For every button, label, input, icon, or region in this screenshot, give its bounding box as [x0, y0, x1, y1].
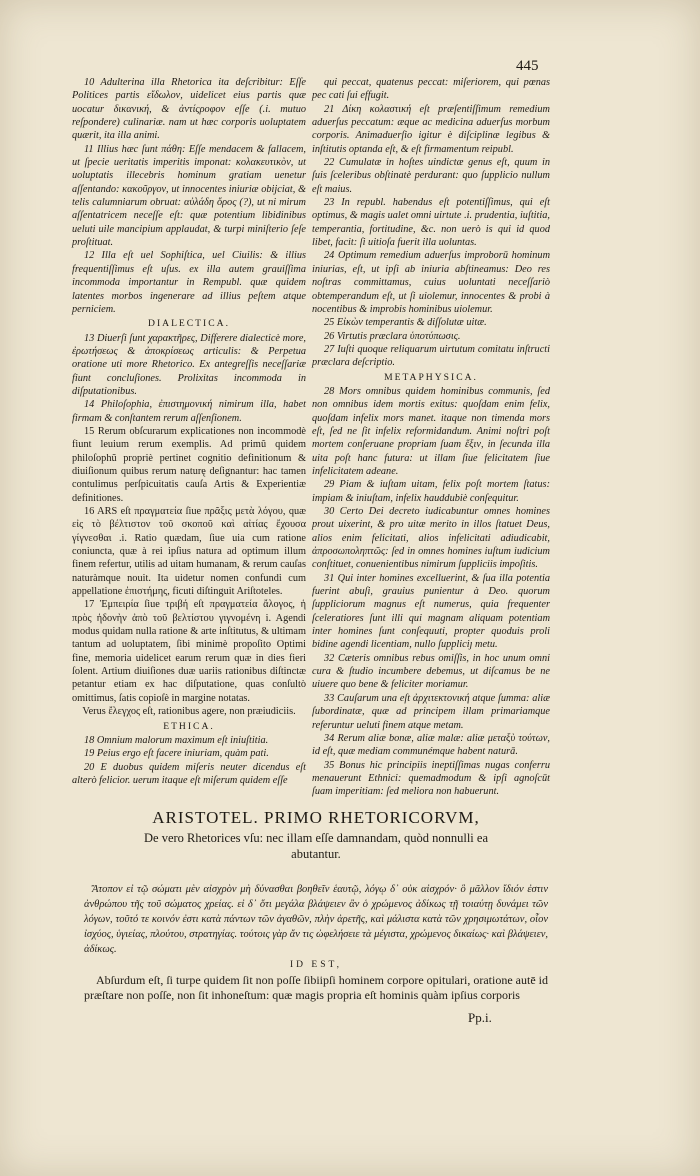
chapter-title: ARISTOTEL. PRIMO RHETORICORVM,	[152, 808, 480, 827]
paragraph: 25 Εἰκὼν temperantis & diſſolutæ uitæ.	[324, 317, 487, 329]
paragraph: 20 E duobus quidem miſeris neuter dicendus eſt alterò felicior. uerum itaque eſt miſerum quidem eſſe	[72, 761, 306, 786]
paragraph: 31 Qui inter homines excelluerint, & ſua illa potentia fuerint abuſi, grauius punientur à Deo. quorum ſuppliciorum magnus eſt numerus, quia frequenter ſceleratiores ſunt illi qui magnam aliquam potentiam inter homines ſunt conſequuti, propter quoduis proli bidine agendi licentiam, nullo ſuppliciȷ metu.	[312, 572, 550, 651]
paragraph: 28 Mors omnibus quidem hominibus communis, ſed non omnibus idem mortis exitus: quoſdam enim felix, quoſdam infelix mors manet. itaque non timenda mors eſt, ſed ne ſit infelix reformidandum. Animi noſtri poſt mortem conſeruane propriam ſuam ἕξιν, in ſecunda illa uita poſt hanc futura: ut illam ſiue felicitatem ſiue infelicitatem adeane.	[312, 385, 550, 477]
paragraph: 16 ARS eſt πραγματεία ſiue πρᾶξις μετὰ λόγου, quæ εἰς τὸ βέλτιστον τοῦ σκοποῦ καὶ αἰτίας ἔχουσα γίγνεσθαι .i. Ratio quædam, ſiue uia cum ratione coniuncta, quæ à rei ipſius natura ad optimum illum finem refertur, utilis ad uitam humanam, & rerum cauſas naturàmque nouit. Ita uidetur nomen confundi cum appellatione ἐπιστήμης, ficuti diſtinguit Ariſtoteles.	[72, 506, 306, 598]
centered-line: Verus ἔλεγχος eſt, rationibus agere, non præiudiciis.	[82, 706, 296, 718]
id-est-label: ID EST,	[290, 960, 342, 970]
paragraph: 34 Rerum aliæ bonæ, aliæ malæ: aliæ μεταξὺ τούτων, id eſt, quæ mediam communémque habent naturā.	[312, 732, 550, 758]
section-heading: METAPHYSICA.	[384, 371, 478, 383]
paragraph: 21 Δίκη κολαστική eſt præſentiſſimum remedium aduerſus peccatum: æque ac medicina aduerſus morbum corporis. Animaduerſio igitur è diſciplinæ legibus & inſtitutis optanda eſt, & eſt firmamentum reipubl.	[312, 103, 550, 155]
paragraph: 29 Piam & iuſtam uitam, felix poſt mortem ſtatus: impiam & iniuſtam, infelix hauddubiè conſequitur.	[312, 479, 550, 504]
latin-translation: Abſurdum eſt, ſi turpe quidem ſit non poſſe ſibiipſi hominem corpore opitulari, oratione autē id præſtare non poſſe, non ſit inhoneſtum: quæ magis propria eſt hominis quàm ipſius corporis	[84, 973, 548, 1002]
section-heading: DIALECTICA.	[148, 318, 230, 330]
paragraph: 14 Philoſophia, ἐπιστημονική nimirum illa, habet firmam & conſtantem rerum aſſenſionem.	[72, 399, 306, 424]
paragraph: 24 Optimum remedium aduerſus improborū hominum iniurias, eſt, ut ipſi ab iniuria abſtineamus: Deo res noſtras committamus, cuius uoluntati neceſſariò obtemperandum eſt, ut ſi uiolemur, innocentes & probi à nocentibus & improbis hominibus uiolemur.	[312, 250, 550, 315]
paragraph: 18 Omnium malorum maximum eſt iniuſtitia.	[84, 734, 269, 746]
paragraph: 17 Ἐμπειρία ſiue τριβή eſt πραγματεία ἄλογος, ἡ πρὸς ἡδονὴν ἀπὸ τοῦ βελτίστου γιγνομένη i. Agendi modus quidam nulla ratione & arte inſtitutus, & ultimam tantum ad uoluptatem, ſibi minimè propoſito Optimi fine, memoria uidelicet earum rerum quæ in dies fieri ſolent. Artium diuiſiones duæ uariis rationibus diſtinctæ petantur etiam ex hac diſputatione, quas conſultò omittimus, ſatis copioſè in margine notatas.	[72, 599, 306, 704]
paragraph: 26 Virtutis præclara ὑποτύπωσις.	[324, 330, 461, 342]
paragraph: 19 Peius ergo eſt facere iniuriam, quàm pati.	[84, 748, 269, 760]
page-number: 445	[516, 58, 539, 74]
paragraph: 27 Iuſti quoque reliquarum uirtutum comitatu inſtructi præclara deſcriptio.	[312, 343, 550, 369]
signature-mark: Pp.i.	[468, 1010, 492, 1025]
paragraph: 13 Diuerſi ſunt χαρακτῆρες, Differere dialecticè more, ἐρωτήσεως & ἀποκρίσεως articulis: & Perpetua oratione uti more Rhetorico. Ex antegreſſis neceſſariæ fiunt concluſiones. Prolixitas incommoda in diſputationibus.	[72, 332, 306, 397]
paragraph: 23 In republ. habendus eſt potentiſſimus, qui eſt optimus, & magis ualet omni uirtute .i. prudentia, iuſtitia, temperantia, fortitudine, &c. non uerò is qui id quod libet, facit: ſi uitioſa fuerit illa uoluntas.	[312, 197, 550, 249]
chapter-subtitle: De vero Rhetorices vſu: nec illam eſſe damnandam, quòd nonnulli ea abutantur.	[144, 831, 488, 861]
greek-passage: Ἄτοπον εἰ τῷ σώματι μὲν αἰσχρὸν μὴ δύνασθαι βοηθεῖν ἑαυτῷ, λόγῳ δ᾽ οὐκ αἰσχρόν· ὃ μᾶλλον ἴδιόν ἐστιν ἀνθρώπου τῆς τοῦ σώματος χρείας. εἰ δ᾽ ὅτι μεγάλα βλάψειεν ἂν ὁ χρώμενος ἀδίκως τῇ τοιαύτῃ δυνάμει τῶν λόγων, τοῦτό τε κοινόν ἐστι κατὰ πάντων τῶν ἀγαθῶν, πλὴν ἀρετῆς, καὶ μάλιστα κατὰ τῶν χρησιμωτάτων, οἷον ἰσχύος, ὑγιείας, πλούτου, στρατηγίας. τούτοις γὰρ ἄν τις ὠφελήσειε τὰ μέγιστα, χρώμενος δικαίως· καὶ βλάψειεν, ἀδίκως.	[84, 884, 548, 955]
section-heading: ETHICA.	[163, 720, 215, 732]
paragraph: 10 Adulterina illa Rhetorica ita deſcribitur: Eſſe Politices partis εἴδωλον, uidelicet eius partis quæ uocatur δικανική, & ἀντίςροφον eſſe (.i. mutuo reſpondere) culinariæ. nam ut hæc corporis uoluptatem quærit, ita illa animi.	[72, 77, 306, 142]
left-column	[72, 76, 306, 787]
right-column	[312, 76, 550, 799]
paragraph: 11 Illius hæc ſunt πάθη: Eſſe mendacem & fallacem, ut ſpecie ueritatis imperitis imponat: κολακευτικὸν, ut uoluptatis illecebris hominum gratiam uenetur aſſentando: κακοῦργον, ut innocentes iniuriæ obijciat, & telis calumniarum obruat: αὐλάδη ὅρος (?), ut ni mirum aſſentatricem neceſſe eſt: quæ potentium libidinibus ueluti uile mancipium applaudat, & turpi miniſterio ſeſe proſtituat.	[72, 143, 306, 249]
paragraph: 12 Illa eſt uel Sophiſtica, uel Ciuilis: & illius frequentiſſimus eſt uſus. ex illa autem grauiſſima incommoda importantur in Rempubl. quæ quidem latentes morbos ingenerare ad illius peſtem atque perniciem.	[72, 250, 306, 315]
paragraph: 33 Cauſarum una eſt ἀρχιτεκτονική atque ſumma: aliæ ſubordinatæ, quæ ad principem illam primariamque referuntur ueluti finem atque metam.	[312, 692, 550, 731]
paragraph: 32 Cæteris omnibus rebus omiſſis, in hoc unum omni cura & ſtudio incumbere debemus, ut diſcamus be ne uiuere quo bene & feliciter moriamur.	[312, 652, 550, 691]
paragraph: 22 Cumulatæ in hoſtes uindictæ genus eſt, quum in ſuis ſceleribus obſtinatè perdurant: quo ſupplicio nullum eſt maius.	[312, 157, 550, 195]
paragraph: 15 Rerum obſcurarum explicationes non incommodè fiunt leuium rerum exemplis. Ad primũ quidem philoſophũ propriè pertinet cognitio definitionum & diuiſionum quibus rerum naturę deſignantur: hac tamen contulimus perſpicuitatis cauſa Artis & Experientiæ definitiones.	[72, 425, 306, 504]
paragraph: 30 Certo Dei decreto iudicabuntur omnes homines prout uixerint, & pro uitæ merito in illos ſtatuet Deus, alios enim felicitati, alios infelicitati adiudicabit, ἀπροσωποληπτῶς: ſed in omnes homines iuſtum iudicium conſtituet, conuenientibus nimirum ſuppliciis impoſitis.	[312, 506, 550, 571]
paragraph: qui peccat, quatenus peccat: miſeriorem, qui pœnas pec cati ſui effugit.	[312, 77, 550, 102]
paragraph: 35 Bonus hic principiis ineptiſſimas nugas conferru menauerunt Ethnici: quemadmodum & ipſi agnoſcūt ſuam imperitiam: ſed meliora non habuerunt.	[312, 759, 550, 798]
